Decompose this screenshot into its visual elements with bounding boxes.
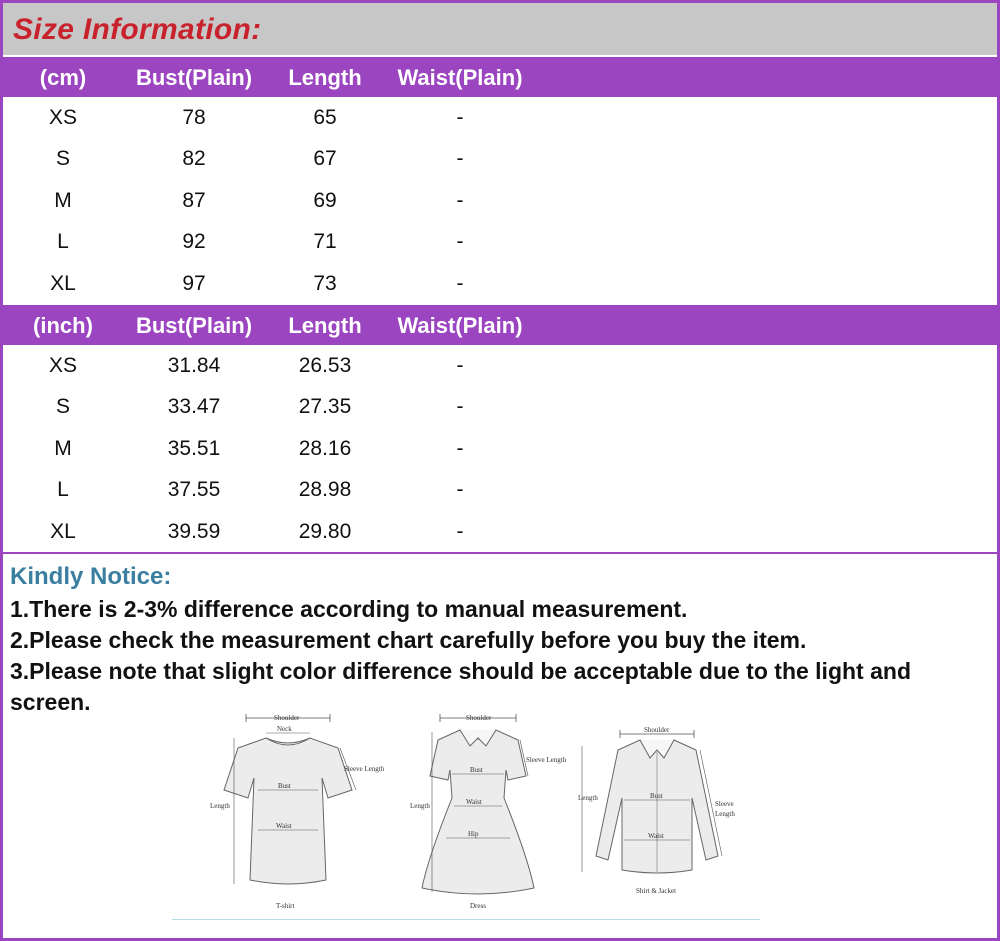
table-row <box>3 221 997 262</box>
notice-line-1: 1.There is 2-3% difference according to manual measurement. <box>10 596 688 622</box>
bust-cell: 78 <box>182 106 206 129</box>
size-cell: M <box>54 436 72 460</box>
table-row <box>3 345 997 386</box>
inch-table-body <box>3 345 997 552</box>
cm-header-unit: (cm) <box>39 65 87 90</box>
table-row <box>3 180 997 221</box>
tshirt-caption: T-shirt <box>276 902 295 910</box>
tshirt-waist-label: Waist <box>276 822 292 830</box>
footer-divider <box>172 919 760 920</box>
table-row <box>3 428 997 469</box>
tshirt-diagram <box>200 708 390 913</box>
section-divider <box>3 552 997 554</box>
length-cell: 27.35 <box>298 395 352 419</box>
dress-hip-label: Hip <box>468 830 479 838</box>
inch-header-length: Length <box>288 313 362 338</box>
notice-line-2: 2.Please check the measurement chart carefully before you buy the item. <box>10 627 807 653</box>
shirt-length-label: Length <box>578 794 598 802</box>
table-row <box>3 386 997 427</box>
length-cell: 69 <box>313 188 337 212</box>
tshirt-length-label: Length <box>210 802 230 810</box>
size-cell: XS <box>48 106 78 129</box>
bust-cell: 92 <box>182 230 206 254</box>
bust-cell: 37.55 <box>167 478 221 502</box>
dress-sleeve-label: Sleeve Length <box>526 756 567 764</box>
shirt-sleeve-label-1: Sleeve <box>715 800 734 808</box>
tshirt-bust-label: Bust <box>278 782 291 790</box>
dress-diagram <box>400 708 590 913</box>
length-cell: 73 <box>313 271 337 295</box>
inch-header-waist: Waist(Plain) <box>397 313 523 338</box>
waist-cell: - <box>456 271 464 295</box>
size-cell: S <box>55 147 71 171</box>
length-cell: 65 <box>313 106 337 129</box>
cm-table-body <box>3 97 997 304</box>
shirt-caption: Shirt & Jacket <box>636 887 677 895</box>
shirt-shoulder-label: Shoulder <box>644 726 670 734</box>
tshirt-sleeve-label: Sleeve Length <box>344 765 385 773</box>
tshirt-neck-label: Neck <box>277 725 292 733</box>
cm-table-header <box>3 57 997 97</box>
waist-cell: - <box>456 188 464 212</box>
waist-cell: - <box>456 147 464 171</box>
table-row <box>3 97 997 138</box>
size-cell: L <box>57 230 69 254</box>
dress-shoulder-label: Shoulder <box>466 714 492 722</box>
waist-cell: - <box>456 395 464 419</box>
size-cell: XL <box>50 519 76 543</box>
table-row <box>3 469 997 510</box>
table-row <box>3 511 997 552</box>
waist-cell: - <box>456 436 464 460</box>
shirt-bust-label: Bust <box>650 792 663 800</box>
dress-bust-label: Bust <box>470 766 483 774</box>
notice-section <box>10 562 985 718</box>
inch-header-bust: Bust(Plain) <box>135 313 253 338</box>
bust-cell: 33.47 <box>167 395 221 419</box>
dress-caption: Dress <box>470 902 486 910</box>
page-title: Size Information: <box>13 13 262 46</box>
shirt-waist-label: Waist <box>648 832 664 840</box>
cm-header-length: Length <box>288 65 362 90</box>
bust-cell: 35.51 <box>167 436 221 460</box>
cm-header-bust: Bust(Plain) <box>135 65 253 90</box>
tshirt-shoulder-label: Shoulder <box>274 714 300 722</box>
dress-length-label: Length <box>410 802 430 810</box>
length-cell: 26.53 <box>298 354 352 377</box>
length-cell: 28.16 <box>298 436 352 460</box>
size-cell: S <box>55 395 71 419</box>
size-cell: L <box>57 478 69 502</box>
inch-table-header <box>3 305 997 345</box>
table-row <box>3 138 997 179</box>
bust-cell: 97 <box>182 271 206 295</box>
length-cell: 71 <box>313 230 337 254</box>
notice-line-3: 3.Please note that slight color difference should be acceptable due to the light and screen. <box>10 658 911 715</box>
shirt-diagram <box>570 716 750 906</box>
size-cell: XL <box>50 271 76 295</box>
waist-cell: - <box>456 230 464 254</box>
size-cell: M <box>54 188 72 212</box>
table-row <box>3 263 997 304</box>
notice-title: Kindly Notice: <box>10 563 172 590</box>
waist-cell: - <box>456 106 464 129</box>
bust-cell: 87 <box>182 188 206 212</box>
length-cell: 29.80 <box>298 519 352 543</box>
inch-header-unit: (inch) <box>33 313 93 338</box>
bust-cell: 82 <box>182 147 206 171</box>
bust-cell: 31.84 <box>167 354 221 377</box>
dress-waist-label: Waist <box>466 798 482 806</box>
waist-cell: - <box>456 478 464 502</box>
waist-cell: - <box>456 519 464 543</box>
waist-cell: - <box>456 354 464 377</box>
size-cell: XS <box>48 354 78 377</box>
cm-header-waist: Waist(Plain) <box>397 65 523 90</box>
length-cell: 28.98 <box>298 478 352 502</box>
title-bar <box>3 3 997 55</box>
length-cell: 67 <box>313 147 337 171</box>
shirt-sleeve-label-2: Length <box>715 810 735 818</box>
bust-cell: 39.59 <box>167 519 221 543</box>
